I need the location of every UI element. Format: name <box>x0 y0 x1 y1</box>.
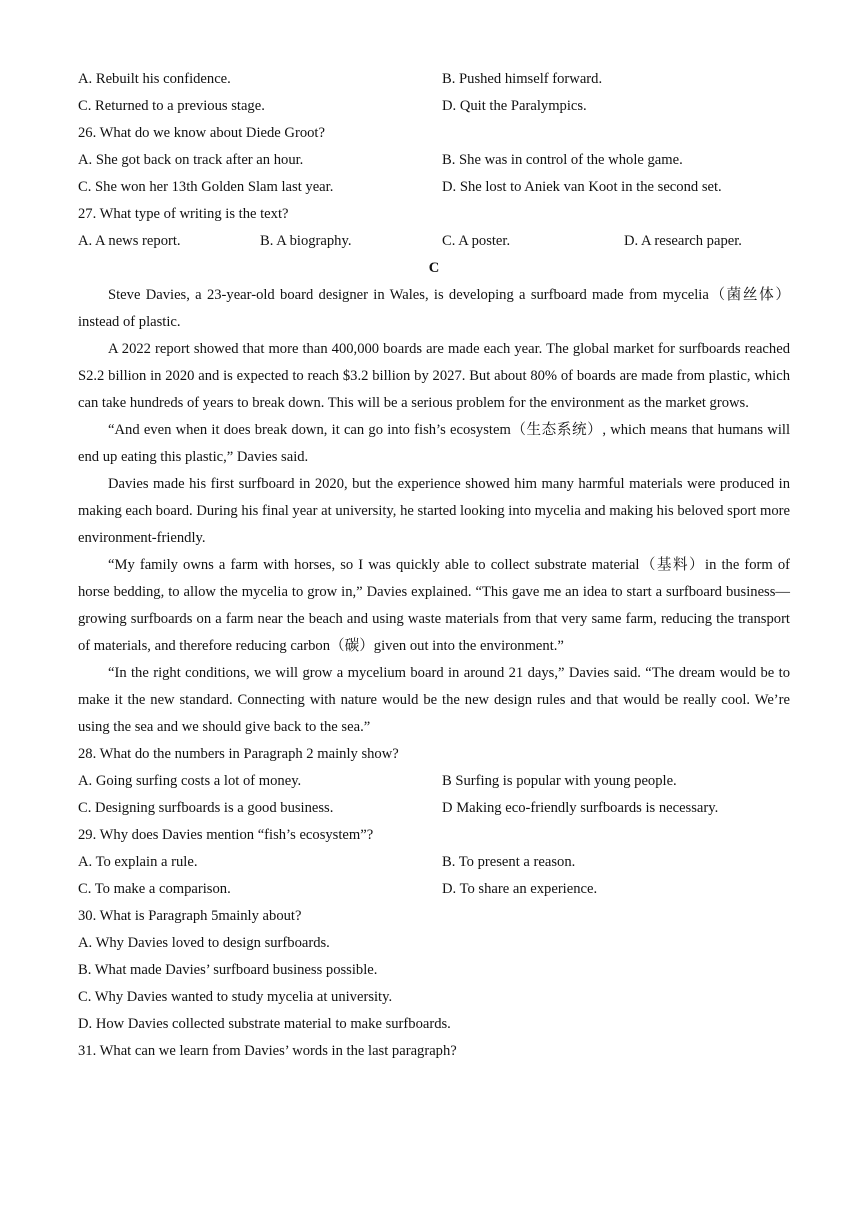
q29-option-a: A. To explain a rule. <box>78 854 198 870</box>
q29-question: 29. Why does Davies mention “fish’s ecosystem”? <box>78 827 374 843</box>
q25-option-d: D. Quit the Paralympics. <box>442 98 587 114</box>
q27-question: 27. What type of writing is the text? <box>78 206 289 222</box>
passage-paragraph-1: Steve Davies, a 23-year-old board designer in Wales, is developing a surfboard made from mycelia（菌丝体）instead of plastic. <box>78 287 790 330</box>
q28-options-row-1 <box>78 768 790 795</box>
q31-question: 31. What can we learn from Davies’ words in the last paragraph? <box>78 1043 457 1059</box>
q25-option-b: B. Pushed himself forward. <box>442 71 603 87</box>
passage-paragraph-6: “In the right conditions, we will grow a mycelium board in around 21 days,” Davies said. “The dream would be to make it the new standard. Connecting with nature would be the new design rules and that would be really cool. We’re using the sea and we should give back to the sea.” <box>78 665 790 735</box>
q28-option-a: A. Going surfing costs a lot of money. <box>78 773 302 789</box>
q30-question: 30. What is Paragraph 5mainly about? <box>78 908 302 924</box>
q25-option-a: A. Rebuilt his confidence. <box>78 71 231 87</box>
q29-option-c: C. To make a comparison. <box>78 881 231 897</box>
q25-options-row-2 <box>78 93 790 120</box>
q29-options-row-1 <box>78 849 790 876</box>
q27-options-row <box>78 228 790 255</box>
q30-option-c: C. Why Davies wanted to study mycelia at university. <box>78 989 393 1005</box>
passage-paragraph-4: Davies made his first surfboard in 2020, but the experience showed him many harmful materials were produced in making each board. During his final year at university, he started looking into mycelia and making his beloved sport more environment-friendly. <box>78 476 790 546</box>
document-page <box>78 66 790 1065</box>
q26-option-a: A. She got back on track after an hour. <box>78 152 304 168</box>
q29-option-d: D. To share an experience. <box>442 881 598 897</box>
passage-paragraph-5: “My family owns a farm with horses, so I was quickly able to collect substrate material（基料）in the form of horse bedding, to allow the mycelia to grow in,” Davies explained. “This gave me an idea to start a surfboard business—growing surfboards on a farm near the beach and using waste materials from that very same farm, reducing the transport of materials, and therefore reducing carbon（碳）given out into the environment.” <box>78 557 790 654</box>
q30-option-a: A. Why Davies loved to design surfboards. <box>78 935 330 951</box>
q28-options-row-2 <box>78 795 790 822</box>
q28-question: 28. What do the numbers in Paragraph 2 mainly show? <box>78 746 399 762</box>
q25-option-c: C. Returned to a previous stage. <box>78 98 265 114</box>
q29-options-row-2 <box>78 876 790 903</box>
q26-option-b: B. She was in control of the whole game. <box>442 152 683 168</box>
q26-options-row-1 <box>78 147 790 174</box>
q26-options-row-2 <box>78 174 790 201</box>
q30-option-d: D. How Davies collected substrate material to make surfboards. <box>78 1016 451 1032</box>
q26-question: 26. What do we know about Diede Groot? <box>78 125 325 141</box>
section-title: C <box>428 260 440 276</box>
passage-paragraph-3: “And even when it does break down, it can go into fish’s ecosystem（生态系统）, which means that humans will end up eating this plastic,” Davies said. <box>78 422 790 465</box>
q27-option-b: B. A biography. <box>260 233 352 249</box>
q27-option-a: A. A news report. <box>78 233 181 249</box>
q29-option-b: B. To present a reason. <box>442 854 576 870</box>
passage-paragraph-2: A 2022 report showed that more than 400,000 boards are made each year. The global market for surfboards reached S2.2 billion in 2020 and is expected to reach $3.2 billion by 2027. But about 80% of boards are made from plastic, which can take hundreds of years to break down. This will be a serious problem for the environment as the market grows. <box>78 341 790 411</box>
q27-option-d: D. A research paper. <box>624 233 742 249</box>
q27-option-c: C. A poster. <box>442 233 511 249</box>
q28-option-d: D Making eco-friendly surfboards is necessary. <box>442 800 719 816</box>
q25-options-row-1 <box>78 66 790 93</box>
q30-option-b: B. What made Davies’ surfboard business possible. <box>78 962 378 978</box>
q28-option-b: B Surfing is popular with young people. <box>442 773 677 789</box>
q28-option-c: C. Designing surfboards is a good business. <box>78 800 334 816</box>
q26-option-c: C. She won her 13th Golden Slam last year. <box>78 179 334 195</box>
q26-option-d: D. She lost to Aniek van Koot in the second set. <box>442 179 722 195</box>
